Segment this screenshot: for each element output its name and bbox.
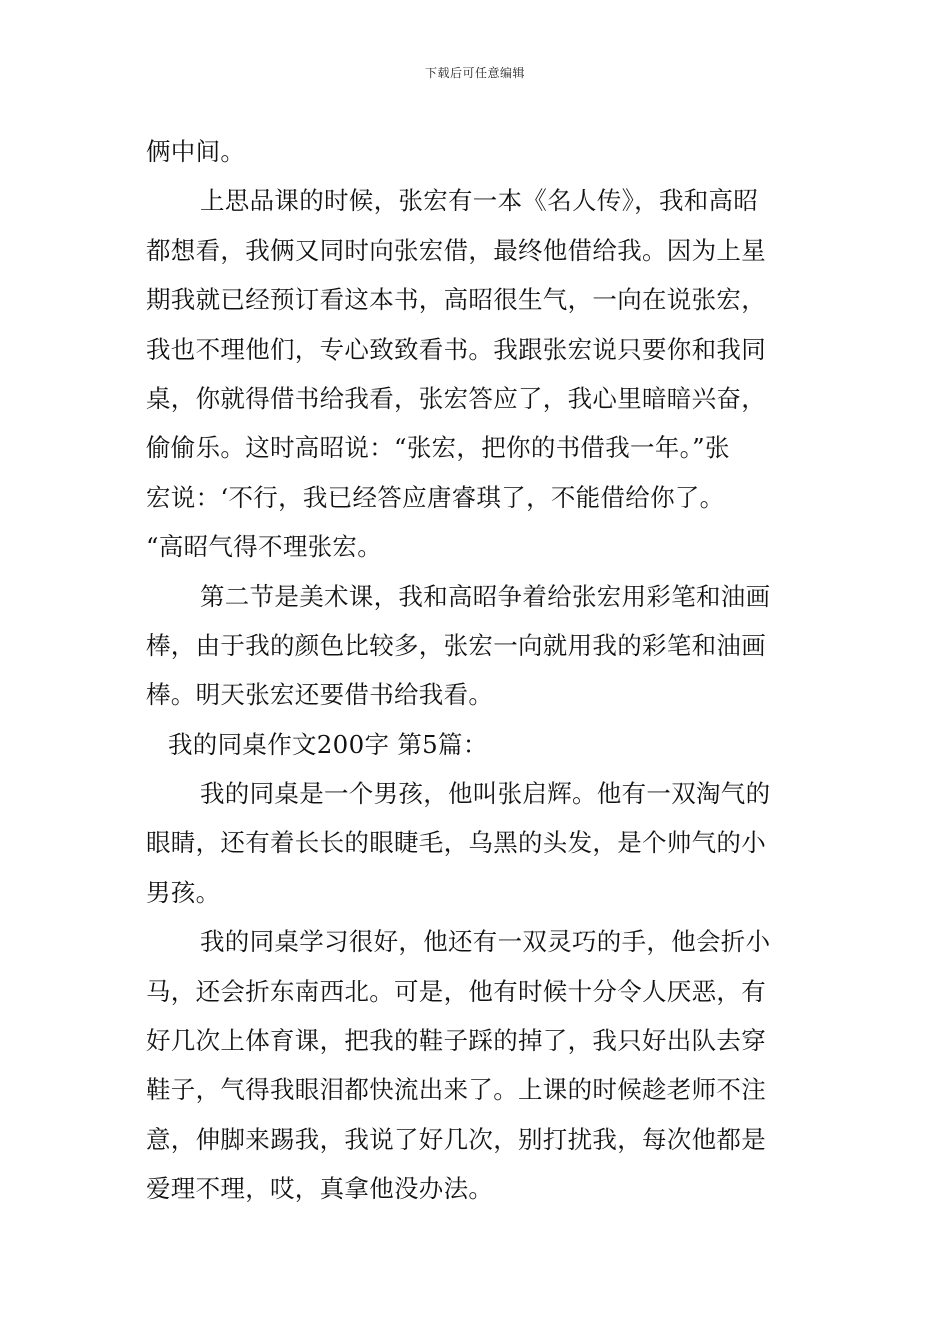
paragraph-line: 上思品课的时候，张宏有一本《名人传》，我和高昭 xyxy=(200,186,759,216)
paragraph-line: 眼睛，还有着长长的眼睫毛，乌黑的头发，是个帅气的小 xyxy=(146,828,766,858)
page-header: 下载后可任意编辑 xyxy=(424,66,525,80)
paragraph-line: 鞋子，气得我眼泪都快流出来了。上课的时候趁老师不注 xyxy=(146,1075,766,1105)
paragraph-line: 我的同桌学习很好，他还有一双灵巧的手，他会折小 xyxy=(200,927,771,957)
paragraph-line: 偷偷乐。这时高昭说：“张宏，把你的书借我一年。”张 xyxy=(146,433,730,463)
paragraph-line: 第二节是美术课，我和高昭争着给张宏用彩笔和油画 xyxy=(200,581,771,611)
paragraph-line: “高昭气得不理张宏。 xyxy=(146,532,383,562)
paragraph-line: 男孩。 xyxy=(146,877,221,907)
paragraph-line: 宏说：‘不行，我已经答应唐睿琪了，不能借给你了。 xyxy=(146,482,725,512)
paragraph-line: 马，还会折东南西北。可是，他有时候十分令人厌恶，有 xyxy=(146,976,766,1006)
paragraph-line: 意，伸脚来踢我，我说了好几次，别打扰我，每次他都是 xyxy=(146,1124,766,1154)
paragraph-line: 棒，由于我的颜色比较多，张宏一向就用我的彩笔和油画 xyxy=(146,630,766,660)
document-body xyxy=(146,127,808,1214)
paragraph-line: 期我就已经预订看这本书，高昭很生气，一向在说张宏， xyxy=(146,285,766,315)
paragraph-line: 桌，你就得借书给我看，张宏答应了，我心里暗暗兴奋， xyxy=(146,383,766,413)
paragraph-line: 我也不理他们，专心致致看书。我跟张宏说只要你和我同 xyxy=(146,334,766,364)
paragraph-line: 俩中间。 xyxy=(146,137,246,166)
paragraph-line: 好几次上体育课，把我的鞋子踩的掉了，我只好出队去穿 xyxy=(146,1026,766,1056)
paragraph-line: 棒。明天张宏还要借书给我看。 xyxy=(146,680,494,710)
paragraph-line: 我的同桌是一个男孩，他叫张启辉。他有一双淘气的 xyxy=(200,779,771,809)
paragraph-line: 都想看，我俩又同时向张宏借，最终他借给我。因为上星 xyxy=(146,235,766,265)
section-heading: 我的同桌作文200字 第5篇： xyxy=(168,729,488,759)
paragraph-line: 爱理不理，哎，真拿他没办法。 xyxy=(146,1174,494,1204)
